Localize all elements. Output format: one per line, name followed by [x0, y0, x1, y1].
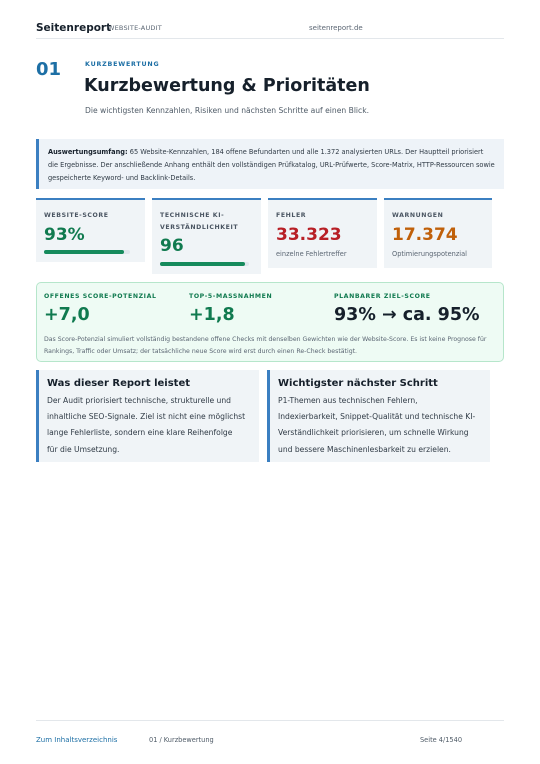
card-line: und bessere Maschinenlesbarkeit zu erzielen. — [278, 444, 451, 454]
top5-value: +1,8 — [189, 305, 235, 325]
kpi-label: WARNUNGEN — [392, 212, 444, 219]
card-title: Was dieser Report leistet — [47, 378, 191, 389]
scope-text: 65 Website-Kennzahlen, 184 offene Befundarten und alle 1.372 analysierten URLs. Der Hauptteil priorisiert die Ergebnisse. Der anschließende Anhang enthält den vollständigen Prüfkatalog, URL-Prüfwerte, Score-Matrix, HTTP-Ressourcen sowie gespeicherte Keyword- und Backlink-Details. — [48, 148, 495, 182]
card-line: Verständlichkeit priorisieren, um schnelle Wirkung — [278, 428, 469, 438]
card-line: für die Umsetzung. — [47, 444, 120, 454]
card-line: lange Fehlerliste, sondern eine klare Reihenfolge — [47, 428, 233, 438]
card-line: inhaltliche SEO-Signale. Ziel ist nicht eine möglichst — [47, 412, 246, 422]
next-step-card — [267, 370, 490, 462]
page-title: Kurzbewertung & Prioritäten — [84, 76, 370, 96]
card-line: Der Audit priorisiert technische, strukturelle und — [47, 396, 232, 405]
kpi-card-warnungen — [384, 198, 492, 268]
potential-value: +7,0 — [44, 305, 90, 325]
website-score-progress-bar — [44, 250, 130, 254]
section-intro: Die wichtigsten Kennzahlen, Risiken und nächsten Schritte auf einen Blick. — [85, 106, 370, 115]
top5-label: TOP-5-MASSNAHMEN — [189, 293, 273, 300]
target-score-label: PLANBARER ZIEL-SCORE — [334, 293, 431, 300]
kpi-card-ki-verstaendlichkeit — [152, 198, 261, 274]
kpi-label: TECHNISCHE KI-VERSTÄNDLICHKEIT — [160, 212, 239, 231]
kpi-sub: Optimierungspotenzial — [392, 250, 468, 258]
target-score-value: 93% → ca. 95% — [334, 305, 480, 325]
section-eyebrow: KURZBEWERTUNG — [85, 61, 160, 68]
card-line: Indexierbarkeit, Snippet-Qualität und technische KI- — [278, 412, 476, 422]
kpi-card-website-score — [36, 198, 145, 262]
kpi-value: 17.374 — [392, 225, 458, 245]
page-number: Seite 4/1540 — [420, 736, 463, 744]
report-domain: seitenreport.de — [309, 24, 363, 32]
kpi-row — [36, 198, 504, 274]
kpi-value: 93% — [44, 225, 85, 245]
kpi-value: 96 — [160, 236, 184, 256]
brand-name: Seitenreport — [36, 22, 112, 34]
ki-progress-bar — [160, 262, 249, 266]
kpi-card-fehler — [268, 198, 377, 268]
card-body — [278, 393, 490, 458]
potential-note: Das Score-Potenzial simuliert vollständig bestandene offene Checks mit denselben Gewichten wie der Website-Score. Es ist keine Prognose für Rankings, Traffic oder Umsatz; der tatsächliche neue Score wird erst durch einen Re-Check bestätigt. — [44, 336, 487, 355]
card-line: P1-Themen aus technischen Fehlern, — [278, 396, 418, 405]
page-header — [36, 22, 504, 39]
score-potential-panel — [36, 282, 504, 362]
kpi-sub: einzelne Fehlertreffer — [276, 250, 347, 258]
kpi-label: WEBSITE-SCORE — [44, 212, 109, 219]
potential-label: OFFENES SCORE-POTENZIAL — [44, 293, 157, 300]
report-purpose-card — [36, 370, 259, 462]
scope-label: Auswertungsumfang: — [48, 148, 128, 156]
scope-callout — [36, 139, 504, 189]
page-footer — [36, 720, 504, 750]
footer-breadcrumb: 01 / Kurzbewertung — [149, 736, 214, 744]
ki-progress-fill — [160, 262, 245, 266]
toc-link[interactable]: Zum Inhaltsverzeichnis — [36, 736, 118, 744]
section-number: 01 — [36, 59, 62, 80]
card-title: Wichtigster nächster Schritt — [278, 378, 438, 389]
kpi-value: 33.323 — [276, 225, 342, 245]
kpi-label: FEHLER — [276, 212, 307, 219]
brand-tag: WEBSITE-AUDIT — [108, 24, 162, 32]
card-body — [47, 393, 259, 458]
website-score-progress-fill — [44, 250, 124, 254]
